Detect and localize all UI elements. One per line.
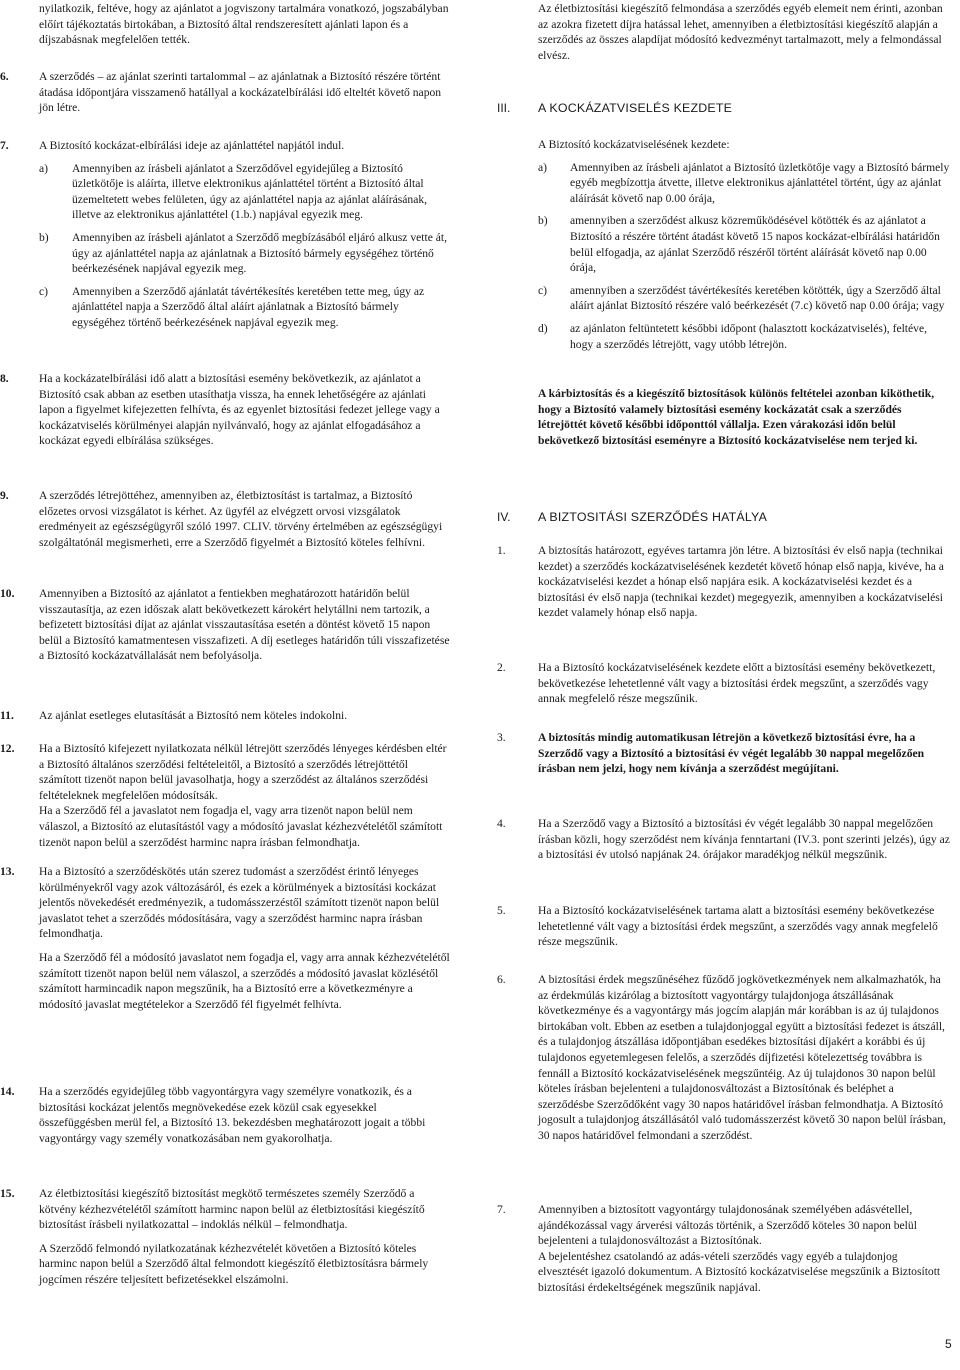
clause-number: 8.: [0, 372, 9, 385]
item-text: Ha a Biztosító kockázatviselésének kezdete előtt a biztosítási esemény bekövetkezett, bekövetkezése lehetetlenné vált vagy a biztosítási érdek megszűnt, a szerződés vagy annak megfelelő része megszűnik.: [538, 661, 936, 706]
clause-text: Ha a Szerződő fél a javaslatot nem fogadja el, vagy arra tizenöt napon belül nem válaszol, a Biztosító az elutasítástól vagy a módosító javaslat kézhezvételétől számított tizenöt napon belül a szerződést harminc napra írásban felmondhatja.: [39, 804, 443, 849]
clause-number: 9.: [0, 489, 9, 502]
clause-text: Amennyiben a Biztosító az ajánlatot a fentiekben meghatározott határidőn belül visszautasítja, az ezen időszak alatt bekövetkezett károkért helytállni nem tartozik, a befizetett biztosítási díjat az ajánlat visszautasítása esetén a döntést követő 15 napon belül a Biztosító kamatmentesen visszafizeti. A díj esetleges határidőn túli visszafizetése a Biztosító kockázatvállalását nem befolyásolja.: [39, 587, 450, 663]
section-3-note: [492, 386, 950, 448]
clause-14: [0, 1084, 450, 1146]
item-label: a): [39, 161, 49, 175]
section-4-item-3: [492, 730, 950, 777]
item-number: 3.: [497, 731, 506, 744]
clause-number: 6.: [0, 70, 9, 83]
section-title: A KOCKÁZATVISELÉS KEZDETE: [538, 101, 733, 115]
clause-number: 7.: [0, 139, 9, 152]
item-text: Amennyiben a biztosított vagyontárgy tulajdonosának személyében adásvétellel, ajándékozással vagy árverési változás történik, a Szerződő köteles 30 napon belül bejelenteni a tulajdonosváltozást a Biztosítónak.: [538, 1203, 917, 1248]
clause-10: [0, 586, 450, 664]
item-number: 4.: [497, 817, 506, 830]
clause-13: [0, 864, 450, 1012]
section-4-item-1: [492, 543, 950, 621]
item-label: c): [538, 283, 548, 297]
clause-text: Ha a kockázatelbírálási idő alatt a biztosítási esemény bekövetkezik, az ajánlatot a Biztosító csak abban az esetben utasíthatja vissza, ha ennek lehetőségére az ajánlati lapon a figyelmet kifejezetten felhívta, és az egyenlet biztosítási fedezet jellege vagy a kockázatviselés körülményei alapján nyilvánvaló, hogy az ajánlat elfogadásához a kockázat egyedi elbírálása szükséges.: [39, 372, 440, 448]
item-label: c): [39, 284, 49, 298]
right-intro: [492, 1, 950, 63]
section-4-item-6: [492, 972, 950, 1144]
clause-number: 11.: [0, 709, 14, 722]
clause-text: Ha a Biztosító kifejezett nyilatkozata nélkül létrejött szerződés lényeges kérdésben eltér a Biztosító általános szerződési feltételeitől, a Biztosító a szerződés létrejöttétől számított tizenöt napon belül javasolhatja, hogy a szerződést az általános szerződési feltételeknek megfelelően módosítsák.: [39, 742, 447, 802]
page-number: 5: [945, 1337, 952, 1351]
clause-number: 15.: [0, 1187, 15, 1200]
clause-text: Az életbiztosítási kiegészítő biztosítást megkötő természetes személy Szerződő a kötvény kézhezvételétől számított harminc napon belül az életbiztosítási kiegészítő biztosítást írásbeli nyilatkozattal – indoklás nélkül – felmondhatja.: [39, 1187, 425, 1232]
clause-number: 13.: [0, 865, 15, 878]
clause-15: [0, 1186, 450, 1288]
clause-number: 14.: [0, 1085, 15, 1098]
section-3-item-d: [538, 321, 950, 352]
item-number: 6.: [497, 973, 506, 986]
left-intro: [0, 1, 450, 48]
item-number: 2.: [497, 661, 506, 674]
left-intro-text: nyilatkozik, feltéve, hogy az ajánlatot a jogviszony tartalmára vonatkozó, jogszabályban előírt tájékoztatás birtokában, a Biztosító által rendszeresített ajánlati lapon és a díjszabásnak megfelelően tették.: [39, 2, 449, 47]
item-text: amennyiben a szerződést alkusz közreműködésével kötötték és az ajánlatot a Biztosító a részére történt átadást követő 15 napos kockázat-elbírálási határidőn belül elfogadja, az ajánlat Szerződő részéről történt aláírását követő nap 0.00 órája,: [570, 214, 940, 275]
clause-text: A szerződés – az ajánlat szerinti tartalommal – az ajánlatnak a Biztosító részére történt átadása időpontjára visszamenő hatállyal a kockázatelbírálási idő elteltét követő napon jön létre.: [39, 70, 442, 115]
section-4-item-4: [492, 816, 950, 863]
section-3-item-c: [538, 283, 950, 314]
section-4-heading: [492, 510, 950, 526]
item-label: a): [538, 160, 548, 174]
clause-7-item-b: [39, 230, 450, 277]
clause-6: [0, 69, 450, 116]
clause-text: Az ajánlat esetleges elutasítását a Biztosító nem köteles indokolni.: [39, 709, 348, 722]
section-3-item-a: [538, 160, 950, 207]
clause-text: A Biztosító kockázat-elbírálási ideje az ajánlattétel napjától indul.: [39, 139, 345, 152]
clause-number: 10.: [0, 587, 15, 600]
item-text: A biztosítás mindig automatikusan létrejön a következő biztosítási évre, ha a Szerződő vagy a Biztosító a biztosítási év végét legalább 30 nappal megelőzően írásban nem jelzi, hogy nem kívánja a szerződést megújítani.: [538, 731, 925, 776]
section-3-item-b: [538, 213, 950, 275]
section-4-item-7: [492, 1202, 950, 1296]
item-text: Ha a Biztosító kockázatviselésének tartama alatt a biztosítási esemény bekövetkezése lehetetlenné vált vagy a biztosítási érdek megszűnt, a szerződés vagy annak megfelelő része megszűnik.: [538, 904, 938, 949]
item-label: b): [39, 230, 49, 244]
section-3-heading: [492, 101, 950, 117]
item-number: 1.: [497, 544, 506, 557]
clause-8: [0, 371, 450, 449]
item-number: 7.: [497, 1203, 506, 1216]
clause-7: [0, 138, 450, 331]
item-text: A biztosítási érdek megszűnéséhez fűződő jogkövetkezmények nem alkalmazhatók, ha az érdekmúlás kizárólag a biztosított vagyontárgy tulajdonjoga átszállásának következménye és a vagyontárgy más jogcím alapján már korábban is az új tulajdonos birtokában volt. Ebben az esetben a tulajdonjoggal együtt a biztosítási fedezet is átszáll, és a tulajdonjog átszállása időpontjában esedékes biztosítási díjakért a korábbi és új tulajdonos egyetemlegesen felelős, a szerződés díjfizetési kötelezettség továbbra is fennáll a Biztosító kockázatviselésének megszűntéig. Az új tulajdonos 30 napon belül köteles írásban bejelenteni a tulajdonosváltozást a Biztosítónak és beléphet a szerződésbe Szerződőként vagy 30 napos határidővel írásban felmondhatja. A Biztosító jogosult a tulajdonjog átszállásától való tudomásszerzést követő 30 napon belül írásban, 30 napos határidővel felmondani a szerződést.: [538, 973, 946, 1142]
item-text: az ajánlaton feltüntetett későbbi időpont (halasztott kockázatviselés), feltéve, hogy a szerződés létrejött, vagy utóbb létrejön.: [570, 321, 928, 351]
clause-text: Ha a Biztosító a szerződéskötés után szerez tudomást a szerződést érintő lényeges körülményekről vagy azok változásáról, és ezek a körülmények a biztosítási kockázat jelentős növekedését eredményezik, a tudomásszerzéstől számított tizenöt napon belül javaslatot tehet a szerződés módosítására, vagy a szerződést harminc napra írásban felmondhatja.: [39, 865, 440, 941]
section-4-item-2: [492, 660, 950, 707]
item-text: Ha a Szerződő vagy a Biztosító a biztosítási év végét legalább 30 nappal megelőzően írásban közli, hogy szerződést nem kívánja fenntartani (IV.3. pont szerinti jelzés), úgy az a biztosítási év utolsó napjának 24. órájakor maradékjog nélkül megszűnik.: [538, 817, 950, 862]
section-4-item-5: [492, 903, 950, 950]
section-title: A BIZTOSITÁSI SZERZŐDÉS HATÁLYA: [538, 510, 768, 524]
clause-9: [0, 488, 450, 550]
right-intro-text: Az életbiztosítási kiegészítő felmondása a szerződés egyéb elemeit nem érinti, azonban az azokra fizetett díjra hatással lehet, amennyiben a életbiztosítási kiegészítő alapján a szerződés az összes alapdíjat módosító kedvezményt tartalmazott, mely a felmondással elvész.: [538, 2, 943, 62]
item-number: 5.: [497, 904, 506, 917]
section-number: III.: [497, 101, 511, 115]
clause-11: [0, 708, 450, 724]
section-number: IV.: [497, 510, 511, 524]
clause-text: A Szerződő felmondó nyilatkozatának kézhezvételét követően a Biztosító köteles harminc napon belül a Szerződő által felmondott kiegészítő életbiztosításra bármely jogcímen részére teljesített befizetésekkel elszámolni.: [39, 1241, 429, 1286]
section-3-body: [492, 137, 950, 352]
clause-text: Ha a szerződés egyidejűleg több vagyontárgyra vagy személyre vonatkozik, és a biztosítási kockázat jelentős megnövekedése ezek közül csak egyesekkel összefüggésben merül fel, a Biztosító 13. bekezdésben meghatározott jogait a többi vagyontárgy vagy személy vonatkozásában nem gyakorolhatja.: [39, 1085, 426, 1145]
section-lead: A Biztosító kockázatviselésének kezdete:: [538, 138, 730, 151]
item-text: amennyiben a szerződést távértékesítés keretében kötötték, úgy a Szerződő által aláírt ajánlat Biztosító részére való beérkezését (7.c) követő nap 0.00 órája; vagy: [570, 283, 945, 313]
clause-number: 12.: [0, 742, 15, 755]
item-text: A biztosítás határozott, egyéves tartamra jön létre. A biztosítási év első napja (technikai kezdet) a szerződés kockázatviselésének kezdetét követő hónap első napja, kivéve, ha a kockázatviselési kezdet a hónap első napjára esik. A kockázatviselési kezdet és a biztosítási év első napja (technikai kezdet) megegyezik, amennyiben a kockázatviselési kezdet valamely hónap első napja.: [538, 544, 944, 620]
item-text: Amennyiben az írásbeli ajánlatot a Szerződő megbízásából eljáró alkusz vette át, úgy az ajánlattétel napja az ajánlatnak a Biztosító bármely egységéhez történő beérkezésének napjával egyezik meg.: [72, 230, 448, 276]
item-label: d): [538, 321, 548, 335]
item-label: b): [538, 214, 548, 228]
clause-7-item-c: [39, 284, 450, 331]
clause-7-item-a: [39, 161, 450, 223]
item-text: Amennyiben a Szerződő ajánlatát távértékesítés keretében tette meg, úgy az ajánlattétel napja a Szerződő által aláírt ajánlatnak a Biztosító bármely egységéhez történő beérkezésének napjával egyezik meg.: [72, 284, 425, 329]
clause-text: A szerződés létrejöttéhez, amennyiben az, életbiztosítást is tartalmaz, a Biztosító előzetes orvosi vizsgálatot is kérhet. Az ügyfél az elvégzett orvosi vizsgálatok eredményeit az egészségügyről szóló 1997. CLIV. törvény értelmében az egészségügyi szolgáltatónál megismerheti, erre a Szerződő figyelmét a Biztosító köteles felhívni.: [39, 489, 443, 549]
clause-text: Ha a Szerződő fél a módosító javaslatot nem fogadja el, vagy arra annak kézhezvételétől számított tizenöt napon belül nem válaszol, a szerződés a módosító javaslat közlésétől számított harmincadik napon megszűnik, ha a Biztosító erre a következményre a módosító javaslat megtételekor a Szerződő fél figyelmét felhívta.: [39, 950, 450, 1011]
section-note: A kárbiztosítás és a kiegészítő biztosítások különös feltételei azonban kiköthetik, hogy a Biztosító valamely biztosítási esemény kockázatát csak a szerződés létrejöttét követő későbbi időponttól vállalja. Ezen várakozási időn belül bekövetkező biztosítási eseményre a Biztosító kockázatviselése nem terjed ki.: [538, 387, 935, 447]
clause-12: [0, 741, 450, 850]
item-text: A bejelentéshez csatolandó az adás-vételi szerződés vagy egyéb a tulajdonjog elvesztését igazoló dokumentum. A Biztosító kockázatviselése megszűnik a Biztosított biztosítási érdekeltségének megszűnik napjával.: [538, 1249, 941, 1294]
item-text: Amennyiben az írásbeli ajánlatot a Szerződővel egyidejűleg a Biztosító üzletkötője is aláírta, illetve elektronikus ajánlattétel történt a Biztosító által üzemeltetett webes felületen, úgy az ajánlattétel napja az ajánlat aláírásának, illetve az elektronikus ajánlattétel (1.b.) napjával egyezik meg.: [72, 161, 428, 222]
item-text: Amennyiben az írásbeli ajánlatot a Biztosító üzletkötője vagy a Biztosító bármely egyéb megbízottja átvette, illetve elektronikus ajánlattétel történt, úgy az ajánlat aláírását követő nap 0.00 órája,: [570, 160, 950, 205]
